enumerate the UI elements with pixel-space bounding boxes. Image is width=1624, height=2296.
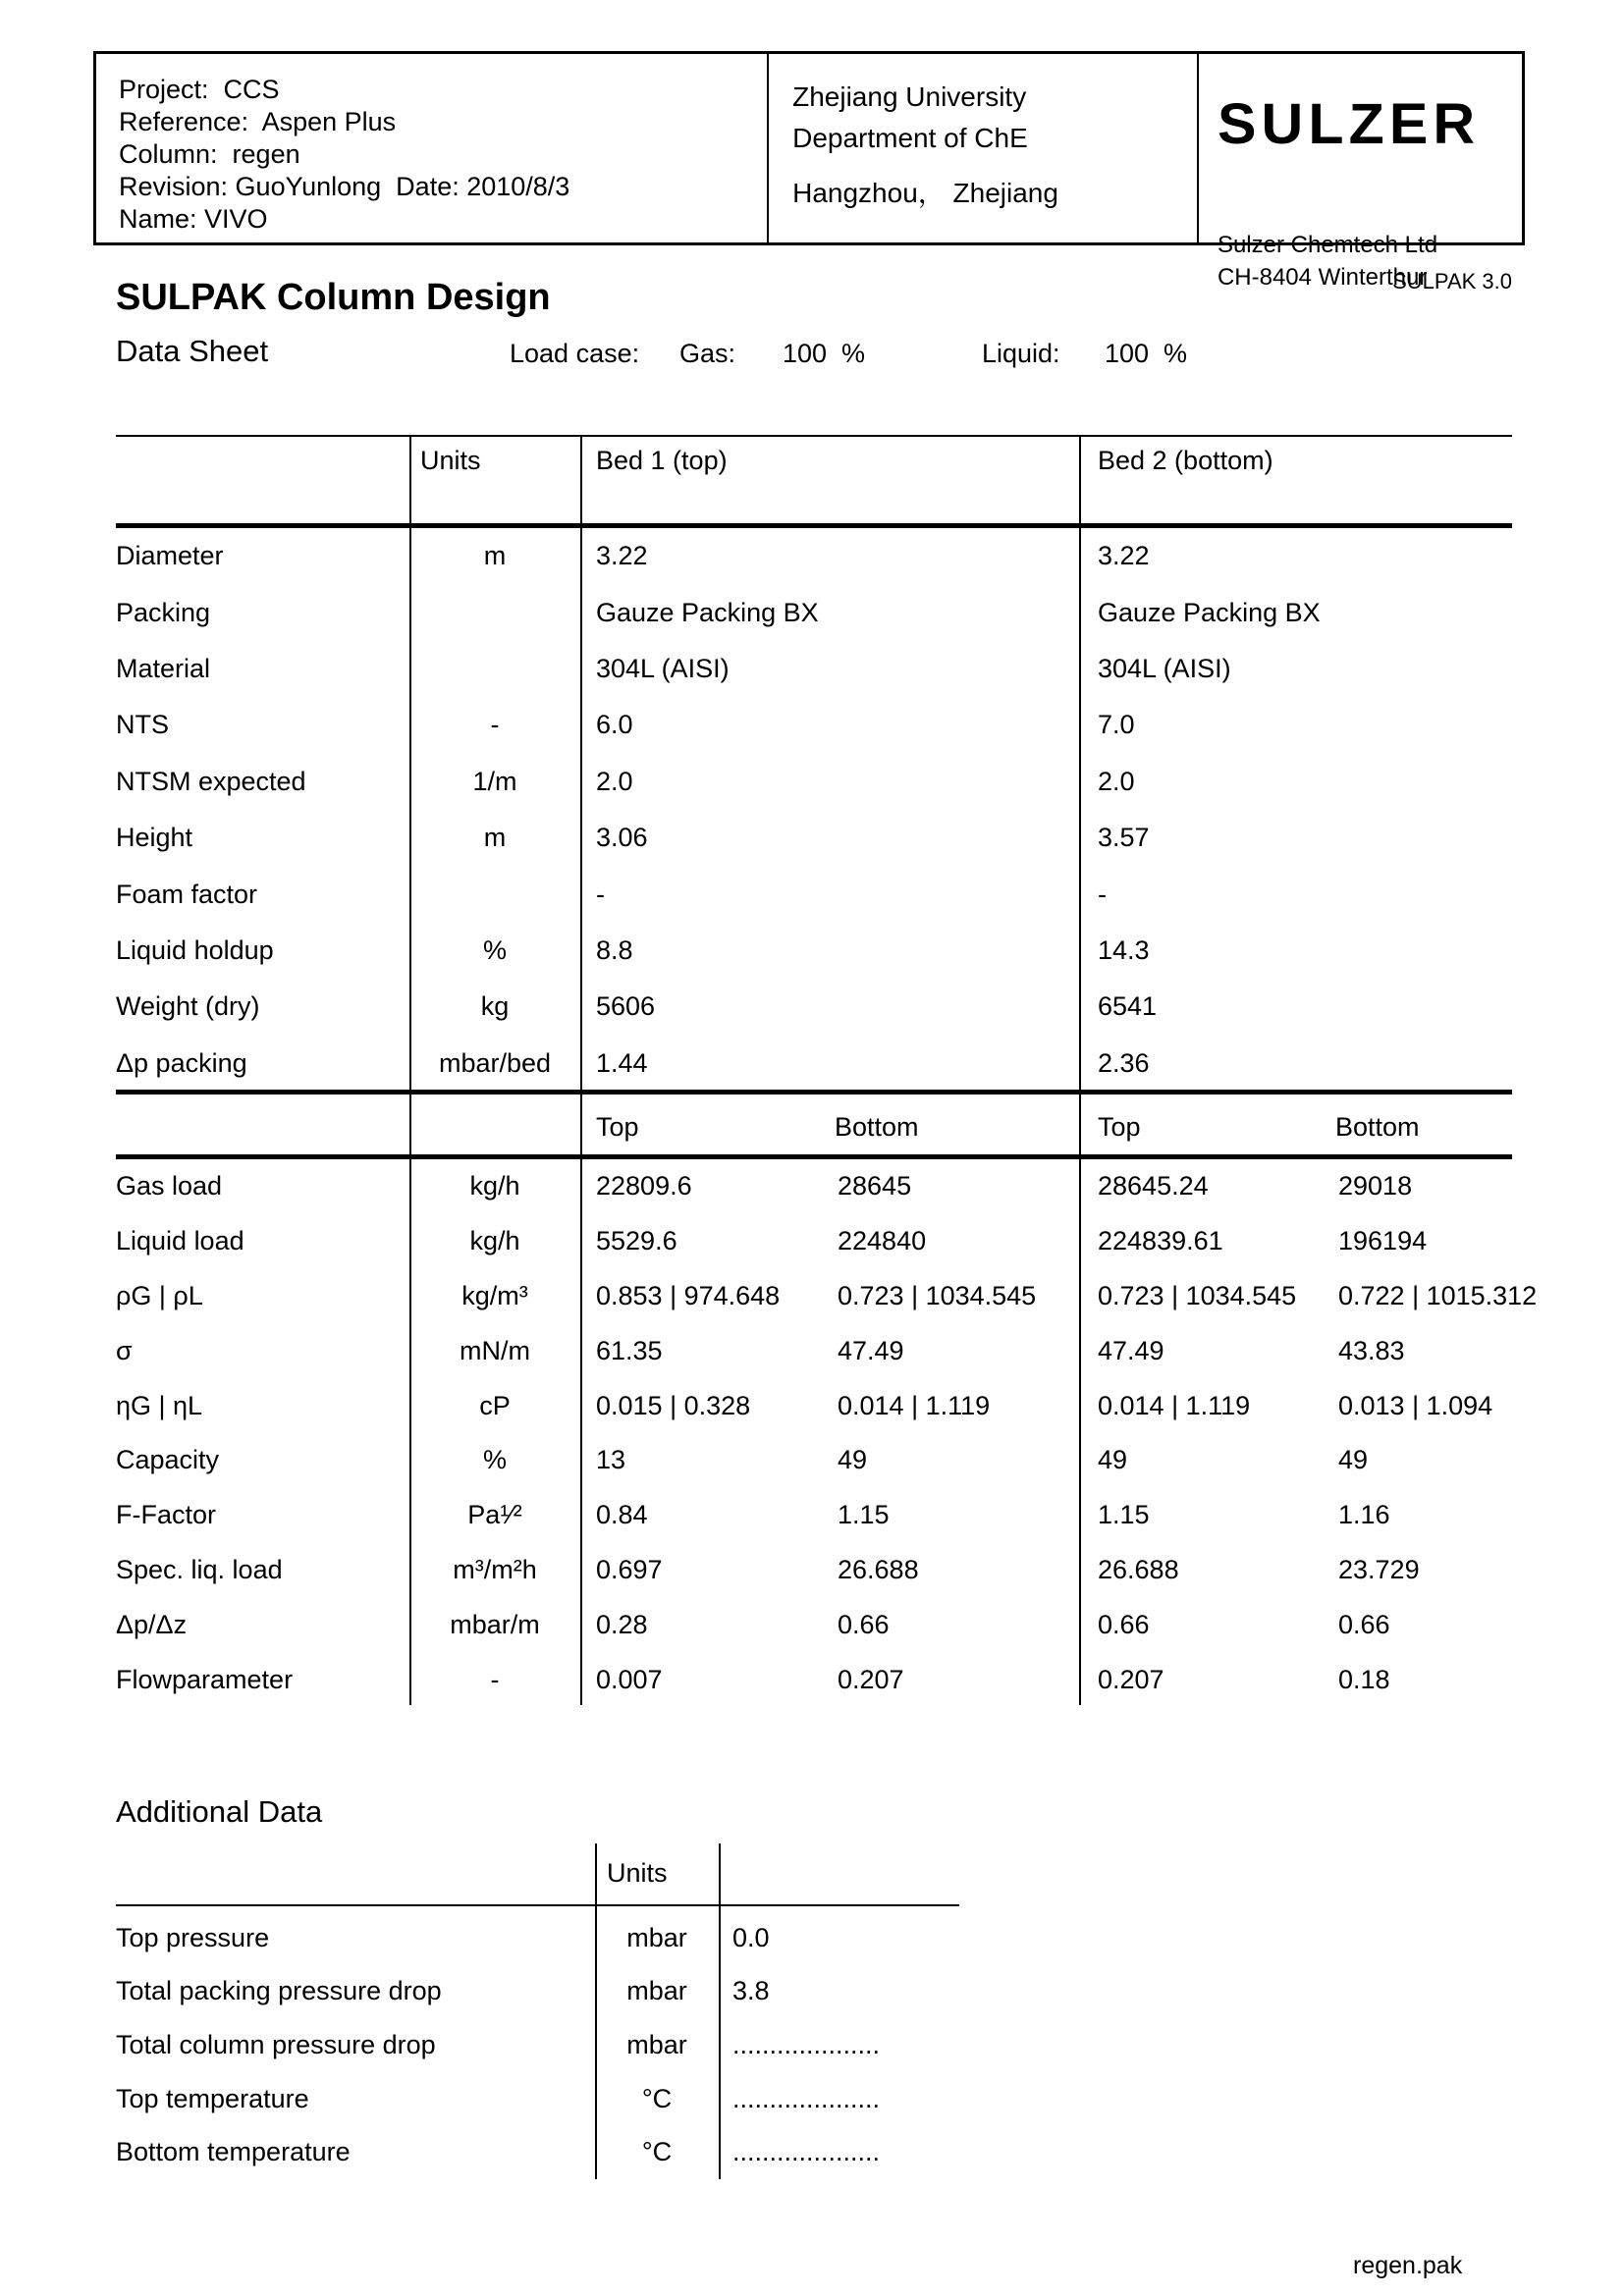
param-label: Capacity: [116, 1445, 220, 1475]
revision-line: Revision: GuoYunlong Date: 2010/8/3: [119, 172, 570, 201]
param-label: Δp packing: [116, 1047, 247, 1078]
bed2-top-value: 224839.61: [1098, 1226, 1223, 1256]
gas-value: 100 %: [783, 339, 866, 368]
page-title: SULPAK Column Design: [116, 277, 551, 318]
param-units: mbar: [626, 2029, 687, 2059]
bed1-bottom-value: 49: [838, 1445, 868, 1475]
bed1-top-value: 0.697: [596, 1554, 663, 1584]
bed1-top-value: 0.28: [596, 1609, 648, 1639]
param-label: Diameter: [116, 541, 224, 571]
load-case-label: Load case:: [510, 339, 640, 368]
col-header-units: Units: [420, 446, 481, 475]
param-value: 0.0: [732, 1922, 770, 1952]
bed1-value: 5606: [596, 991, 656, 1022]
gas-label: Gas:: [679, 339, 736, 368]
param-value: ....................: [732, 2029, 881, 2059]
bed1-bottom-value: 47.49: [838, 1335, 904, 1365]
param-units: 1/m: [472, 766, 517, 796]
param-units: Pa¹⁄²: [467, 1500, 522, 1530]
param-units: kg/h: [469, 1226, 520, 1256]
company-address: CH-8404 Winterthur: [1217, 264, 1428, 291]
bed1-bottom-value: 1.15: [838, 1500, 890, 1530]
param-label: Total column pressure drop: [116, 2029, 436, 2059]
bed2-bottom-value: 0.013 | 1.094: [1338, 1390, 1493, 1420]
subheader-bed1-top: Top: [596, 1112, 639, 1142]
footer-filename: regen.pak: [1353, 2252, 1463, 2279]
bed1-bottom-value: 26.688: [838, 1554, 919, 1584]
bed2-top-value: 28645.24: [1098, 1171, 1209, 1201]
bed1-value: 3.06: [596, 823, 648, 853]
name-line: Name: VIVO: [119, 204, 268, 234]
bed2-top-value: 49: [1098, 1445, 1128, 1475]
param-label: Packing: [116, 597, 211, 627]
param-units: °C: [641, 2137, 673, 2167]
bed2-bottom-value: 0.722 | 1015.312: [1338, 1280, 1538, 1310]
param-units: mN/m: [460, 1335, 530, 1365]
param-units: kg/h: [469, 1171, 520, 1201]
bed1-value: 304L (AISI): [596, 653, 730, 683]
param-label: Height: [116, 823, 193, 853]
bed2-value: 6541: [1098, 991, 1158, 1022]
param-units: %: [482, 934, 507, 965]
param-label: NTSM expected: [116, 766, 306, 796]
param-units: °C: [641, 2083, 673, 2113]
param-units: -: [490, 1664, 500, 1694]
param-units: m³/m²h: [453, 1554, 537, 1584]
bed2-top-value: 47.49: [1098, 1335, 1164, 1365]
bed2-bottom-value: 23.729: [1338, 1554, 1420, 1584]
load-properties-table: [116, 1159, 1538, 1707]
bed2-value: 3.22: [1098, 541, 1150, 571]
datasheet-label: Data Sheet: [116, 334, 269, 368]
bed1-value: 8.8: [596, 934, 633, 965]
bed2-top-value: 0.723 | 1034.545: [1098, 1280, 1297, 1310]
university-city: Hangzhou， Zhejiang: [792, 178, 1058, 208]
bed2-value: 304L (AISI): [1098, 653, 1231, 683]
param-units: -: [490, 710, 500, 740]
param-units: kg: [480, 991, 510, 1022]
department-name: Department of ChE: [792, 123, 1028, 153]
param-label: Material: [116, 653, 211, 683]
bed1-bottom-value: 0.66: [838, 1609, 890, 1639]
param-label: Flowparameter: [116, 1664, 294, 1694]
project-line: Project: CCS: [119, 75, 280, 104]
bed1-top-value: 5529.6: [596, 1226, 677, 1256]
param-units: m: [483, 823, 507, 853]
param-label: Liquid holdup: [116, 934, 274, 965]
param-units: mbar/m: [450, 1609, 540, 1639]
param-value: ....................: [732, 2137, 881, 2167]
param-label: σ: [116, 1335, 133, 1365]
subheader-bed2-bottom: Bottom: [1335, 1112, 1420, 1142]
bed2-bottom-value: 0.18: [1338, 1664, 1390, 1694]
bed1-bottom-value: 28645: [838, 1171, 912, 1201]
bed2-value: 7.0: [1098, 710, 1135, 740]
param-label: ρG | ρL: [116, 1280, 203, 1310]
bed1-bottom-value: 0.207: [838, 1664, 904, 1694]
bed2-bottom-value: 29018: [1338, 1171, 1413, 1201]
reference-line: Reference: Aspen Plus: [119, 107, 397, 136]
param-value: 3.8: [732, 1976, 770, 2006]
param-units: mbar/bed: [438, 1047, 552, 1078]
bed2-value: 3.57: [1098, 823, 1150, 853]
col-header-bed1: Bed 1 (top): [596, 446, 728, 475]
col-header-bed2: Bed 2 (bottom): [1098, 446, 1273, 475]
bed1-bottom-value: 0.723 | 1034.545: [838, 1280, 1037, 1310]
bed2-value: 2.36: [1098, 1047, 1150, 1078]
param-label: Total packing pressure drop: [116, 1976, 442, 2006]
bed-properties-table: [116, 528, 1512, 1092]
bed1-value: -: [596, 879, 605, 909]
param-units: m: [483, 541, 507, 571]
bed2-value: -: [1098, 879, 1107, 909]
bed2-bottom-value: 0.66: [1338, 1609, 1390, 1639]
bed1-bottom-value: 0.014 | 1.119: [838, 1390, 991, 1420]
bed1-value: 2.0: [596, 766, 633, 796]
bed1-value: 1.44: [596, 1047, 648, 1078]
param-value: ....................: [732, 2083, 881, 2113]
param-units: %: [482, 1445, 507, 1475]
bed1-value: Gauze Packing BX: [596, 597, 819, 627]
bed2-bottom-value: 43.83: [1338, 1335, 1405, 1365]
additional-data-table: [116, 1911, 959, 2179]
param-label: Top temperature: [116, 2083, 309, 2113]
bed1-top-value: 0.853 | 974.648: [596, 1280, 781, 1310]
additional-rule: [116, 1904, 959, 1906]
bed1-top-value: 22809.6: [596, 1171, 692, 1201]
param-label: F-Factor: [116, 1500, 217, 1530]
bed1-value: 6.0: [596, 710, 633, 740]
param-label: Top pressure: [116, 1922, 270, 1952]
bed2-top-value: 26.688: [1098, 1554, 1179, 1584]
param-label: NTS: [116, 710, 169, 740]
bed2-top-value: 0.66: [1098, 1609, 1150, 1639]
param-units: mbar: [626, 1976, 687, 2006]
bed1-top-value: 0.007: [596, 1664, 663, 1694]
bed1-top-value: 0.015 | 0.328: [596, 1390, 751, 1420]
param-label: Bottom temperature: [116, 2137, 351, 2167]
subheader-bed2-top: Top: [1098, 1112, 1141, 1142]
param-units: mbar: [626, 1922, 687, 1952]
university-info: [767, 54, 1197, 242]
param-units: cP: [479, 1390, 511, 1420]
university-name: Zhejiang University: [792, 81, 1027, 112]
bed1-top-value: 13: [596, 1445, 626, 1475]
bed2-bottom-value: 1.16: [1338, 1500, 1390, 1530]
param-label: Liquid load: [116, 1226, 244, 1256]
additional-data-title: Additional Data: [116, 1794, 323, 1829]
bed2-top-value: 1.15: [1098, 1500, 1150, 1530]
project-info: [96, 54, 767, 242]
bed2-bottom-value: 49: [1338, 1445, 1369, 1475]
param-label: Gas load: [116, 1171, 223, 1201]
bed2-value: Gauze Packing BX: [1098, 597, 1321, 627]
bed2-value: 2.0: [1098, 766, 1135, 796]
bed2-value: 14.3: [1098, 934, 1150, 965]
bed2-bottom-value: 196194: [1338, 1226, 1428, 1256]
param-label: Δp/Δz: [116, 1609, 188, 1639]
bed2-top-value: 0.014 | 1.119: [1098, 1390, 1251, 1420]
subheader-bed1-bottom: Bottom: [835, 1112, 919, 1142]
param-units: kg/m³: [461, 1280, 528, 1310]
bed1-top-value: 0.84: [596, 1500, 648, 1530]
param-label: Foam factor: [116, 879, 258, 909]
version-label: SULPAK 3.0: [1392, 269, 1512, 294]
bed1-value: 3.22: [596, 541, 648, 571]
table-rule-top: [116, 435, 1512, 437]
param-label: ηG | ηL: [116, 1390, 203, 1420]
additional-units-header: Units: [607, 1858, 668, 1888]
bed1-top-value: 61.35: [596, 1335, 663, 1365]
liquid-value: 100 %: [1105, 339, 1188, 368]
liquid-label: Liquid:: [982, 339, 1060, 368]
param-label: Spec. liq. load: [116, 1554, 283, 1584]
param-label: Weight (dry): [116, 991, 260, 1022]
column-line: Column: regen: [119, 139, 300, 169]
company-name: Sulzer Chemtech Ltd: [1217, 232, 1438, 258]
sulzer-logo: SULZER: [1217, 92, 1481, 156]
bed2-top-value: 0.207: [1098, 1664, 1164, 1694]
bed1-bottom-value: 224840: [838, 1226, 927, 1256]
